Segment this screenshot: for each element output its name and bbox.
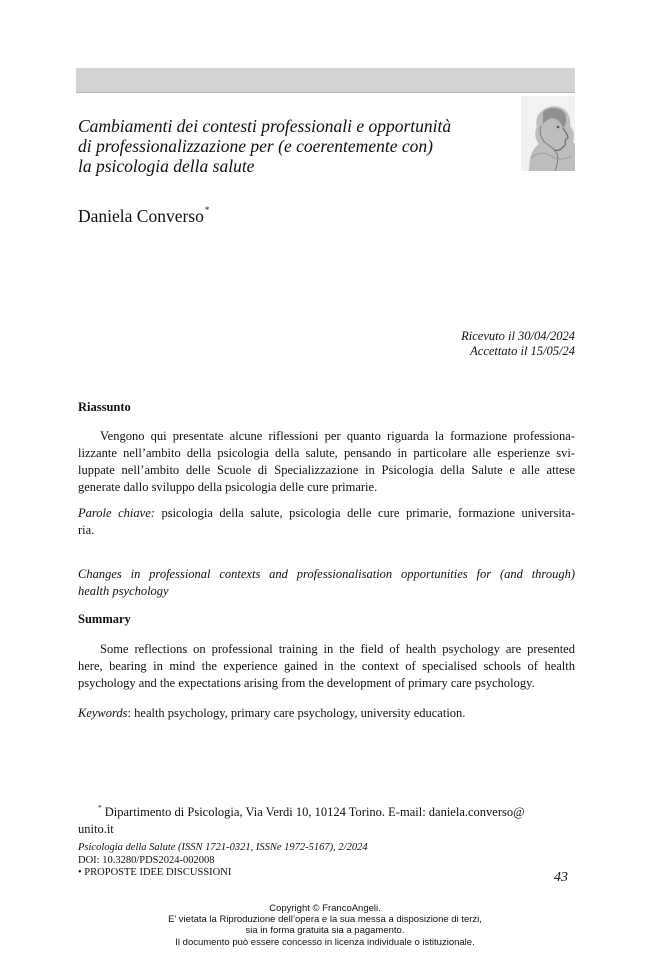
author-footnote [78,799,575,838]
received-date: Ricevuto il 30/04/2024 [461,329,575,343]
paragraph-line: generate dallo sviluppo della psicologia delle cure primarie. [78,480,378,494]
accepted-date: Accettato il 15/05/24 [470,344,575,358]
keywords-label: Parole chiave: [78,506,155,520]
title-line: la psicologia della salute [78,156,255,176]
summary-heading: Summary [78,612,131,626]
summary-paragraph [78,641,575,692]
footnote-mark: * [98,803,102,812]
paragraph-line: luppate nell’ambito delle Scuole di Specializzazione in Psicologia della Salute e alle attese [78,463,575,477]
keywords-text: : health psychology, primary care psychology, university education. [127,706,466,720]
header-bar [76,68,575,92]
author-name [78,199,209,227]
copyright-line: E’ vietata la Riproduzione dell’opera e la sua messa a disposizione di terzi, [168,914,482,926]
paragraph-line: here, bearing in mind the experience gained in the context of specialised schools of health [78,659,575,673]
copyright-line: Copyright © FrancoAngeli. [269,903,381,914]
keywords-line [78,505,575,522]
footnote-line [78,799,575,821]
paragraph-line: lizzante nell’ambito della psicologia della salute, pensando in particolare alle esperienze svi- [78,446,575,460]
keywords-line [78,705,575,722]
title-line: di professionalizzazione per (e coerentemente con) [78,136,433,156]
parole-chiave [78,505,575,539]
journal-citation: Psicologia della Salute (ISSN 1721-0321, ISSNe 1972-5167), 2/2024 [78,842,368,853]
keywords [78,705,575,722]
header-divider [76,92,575,93]
paragraph-line: Vengono qui presentate alcune riflessioni per quanto riguarda la formazione professiona- [100,429,575,443]
author-name-text: Daniela Converso [78,206,204,226]
submission-dates [461,329,575,359]
keywords-text: psicologia della salute, psicologia delle cure primarie, formazione universita- [154,506,575,520]
article-title [78,116,508,176]
keywords-line: ria. [78,523,95,537]
english-title [78,566,575,600]
riassunto-heading: Riassunto [78,400,131,414]
page-number: 43 [554,870,568,885]
paragraph-line: psychology and the expectations arising from the development of primary care psychology. [78,676,535,690]
journal-doi: DOI: 10.3280/PDS2024-002008 [78,854,215,866]
title-line: Cambiamenti dei contesti professionali e opportunità [78,116,452,136]
journal-info [78,842,368,880]
copyright-line: sia in forma gratuita sia a pagamento. [245,925,405,937]
journal-portrait-logo [521,96,575,171]
copyright-line: Il documento può essere concesso in licenza individuale o istituzionale. [175,936,475,948]
author-footnote-mark: * [204,205,210,215]
english-title-line: Changes in professional contexts and professionalisation opportunities for (and through) [78,567,575,581]
journal-section: • PROPOSTE IDEE DISCUSSIONI [78,867,232,878]
riassunto-paragraph [78,428,575,496]
keywords-label: Keywords [78,706,128,720]
paragraph-line: Some reflections on professional training in the field of health psychology are presented [100,642,575,656]
footnote-affiliation: Dipartimento di Psicologia, Via Verdi 10, 10124 Torino. E-mail: daniela.converso@ [104,805,525,819]
english-title-line: health psychology [78,584,169,598]
footnote-line: unito.it [78,822,114,836]
copyright-notice [0,903,650,948]
